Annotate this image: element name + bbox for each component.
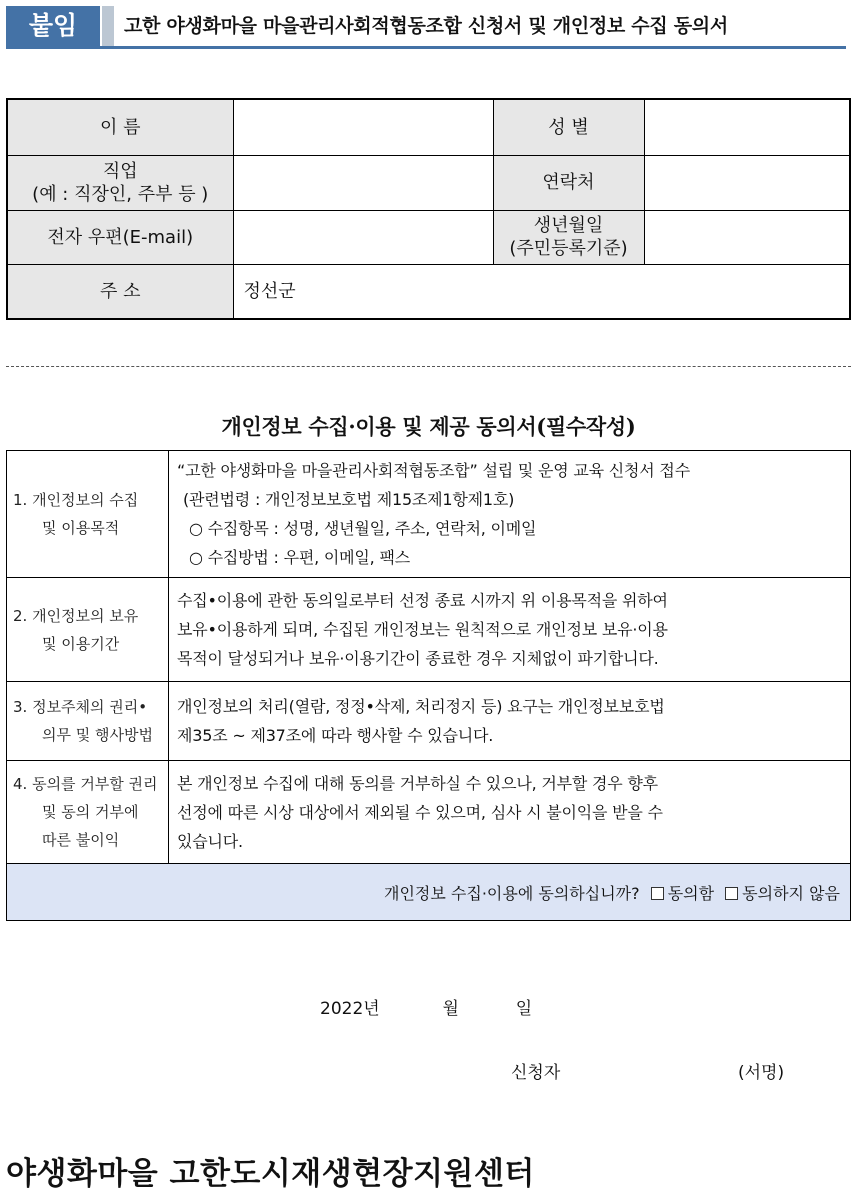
agree-question: 개인정보 수집·이용에 동의하십니까? bbox=[384, 883, 640, 903]
agree-option-label[interactable]: 동의함 bbox=[667, 883, 715, 903]
purpose-line: ○ 수집항목 : 성명, 생년월일, 주소, 연락처, 이메일 bbox=[189, 519, 537, 538]
purpose-label-line1: 1. 개인정보의 수집 bbox=[13, 491, 139, 509]
address-field[interactable]: 정선군 bbox=[233, 264, 850, 319]
period-label bbox=[7, 578, 169, 682]
organization-name: 야생화마을 고한도시재생현장지원센터 bbox=[6, 1156, 535, 1192]
date-day: 일 bbox=[515, 999, 533, 1019]
rights-label bbox=[7, 682, 169, 761]
refusal-line: 본 개인정보 수집에 대해 동의를 거부하실 수 있으나, 거부할 경우 향후 bbox=[177, 773, 658, 793]
period-line: 목적이 달성되거나 보유·이용기간이 종료한 경우 지체없이 파기합니다. bbox=[177, 649, 659, 668]
job-label-line2: (예 : 직장인, 주부 등 ) bbox=[32, 183, 209, 205]
refusal-text bbox=[169, 761, 851, 864]
consent-table bbox=[6, 450, 851, 921]
period-label-line2: 및 이용기간 bbox=[42, 634, 120, 653]
purpose-label bbox=[7, 451, 169, 578]
rights-line: 개인정보의 처리(열람, 정정•삭제, 처리정지 등) 요구는 개인정보보호법 bbox=[177, 697, 665, 716]
job-label bbox=[7, 155, 233, 210]
document-header bbox=[6, 6, 846, 50]
applicant-info-table bbox=[6, 98, 851, 320]
period-text bbox=[169, 578, 851, 682]
period-line: 수집•이용에 관한 동의일로부터 선정 종료 시까지 위 이용목적을 위하여 bbox=[177, 591, 668, 610]
refusal-line: 선정에 따른 시상 대상에서 제외될 수 있으며, 심사 시 불이익을 받을 수 bbox=[177, 802, 663, 822]
refusal-line: 있습니다. bbox=[177, 831, 243, 851]
birth-label bbox=[493, 210, 644, 264]
contact-field[interactable] bbox=[644, 155, 850, 210]
purpose-line: “고한 야생화마을 마을관리사회적협동조합” 설립 및 운영 교육 신청서 접수 bbox=[177, 461, 690, 480]
refusal-label-line2: 및 동의 거부에 bbox=[42, 803, 139, 821]
purpose-text bbox=[169, 451, 851, 578]
disagree-option-label[interactable]: 동의하지 않음 bbox=[742, 883, 840, 903]
consent-row-agree bbox=[7, 864, 851, 921]
name-field[interactable] bbox=[233, 99, 493, 155]
name-label: 이 름 bbox=[7, 99, 233, 155]
birth-label-line2: (주민등록기준) bbox=[509, 238, 628, 259]
agree-cell bbox=[7, 864, 851, 921]
job-label-line1: 직업 bbox=[102, 160, 138, 182]
consent-row-period bbox=[7, 578, 851, 682]
document-title: 고한 야생화마을 마을관리사회적협동조합 신청서 및 개인정보 수집 동의서 bbox=[124, 15, 728, 37]
purpose-line: ○ 수집방법 : 우편, 이메일, 팩스 bbox=[189, 548, 410, 567]
applicant-label: 신청자 bbox=[511, 1063, 561, 1083]
refusal-label-line3: 따른 불이익 bbox=[42, 831, 120, 849]
email-field[interactable] bbox=[233, 210, 493, 264]
period-label-line1: 2. 개인정보의 보유 bbox=[13, 606, 139, 625]
job-field[interactable] bbox=[233, 155, 493, 210]
rights-label-line1: 3. 정보주체의 권리• bbox=[13, 698, 148, 716]
attachment-tag: 붙임 bbox=[6, 6, 100, 46]
email-label: 전자 우편(E-mail) bbox=[7, 210, 233, 264]
header-underline bbox=[6, 46, 846, 49]
agree-checkbox[interactable] bbox=[651, 887, 664, 900]
gender-label: 성 별 bbox=[493, 99, 644, 155]
date-month: 월 bbox=[442, 999, 459, 1019]
rights-label-line2: 의무 및 행사방법 bbox=[42, 726, 153, 744]
consent-row-purpose bbox=[7, 451, 851, 578]
signature-mark: (서명) bbox=[738, 1063, 785, 1083]
purpose-line: (관련법령 : 개인정보보호법 제15조제1항제1호) bbox=[183, 490, 515, 509]
consent-row-rights bbox=[7, 682, 851, 761]
disagree-checkbox[interactable] bbox=[725, 887, 738, 900]
birth-label-line1: 생년월일 bbox=[533, 215, 604, 236]
refusal-label bbox=[7, 761, 169, 864]
rights-text bbox=[169, 682, 851, 761]
header-stripe bbox=[102, 6, 114, 46]
date-year: 2022년 bbox=[320, 999, 380, 1019]
consent-row-refusal bbox=[7, 761, 851, 864]
rights-line: 제35조 ~ 제37조에 따라 행사할 수 있습니다. bbox=[177, 726, 494, 745]
purpose-label-line2: 및 이용목적 bbox=[42, 519, 120, 537]
application-date bbox=[320, 994, 532, 1019]
contact-label: 연락처 bbox=[493, 155, 644, 210]
refusal-label-line1: 4. 동의를 거부할 권리 bbox=[13, 775, 158, 793]
birth-field[interactable] bbox=[644, 210, 850, 264]
cut-line-divider bbox=[6, 366, 851, 367]
period-line: 보유•이용하게 되며, 수집된 개인정보는 원칙적으로 개인정보 보유·이용 bbox=[177, 620, 668, 639]
address-label: 주 소 bbox=[7, 264, 233, 319]
gender-field[interactable] bbox=[644, 99, 850, 155]
consent-title: 개인정보 수집·이용 및 제공 동의서(필수작성) bbox=[221, 414, 636, 439]
